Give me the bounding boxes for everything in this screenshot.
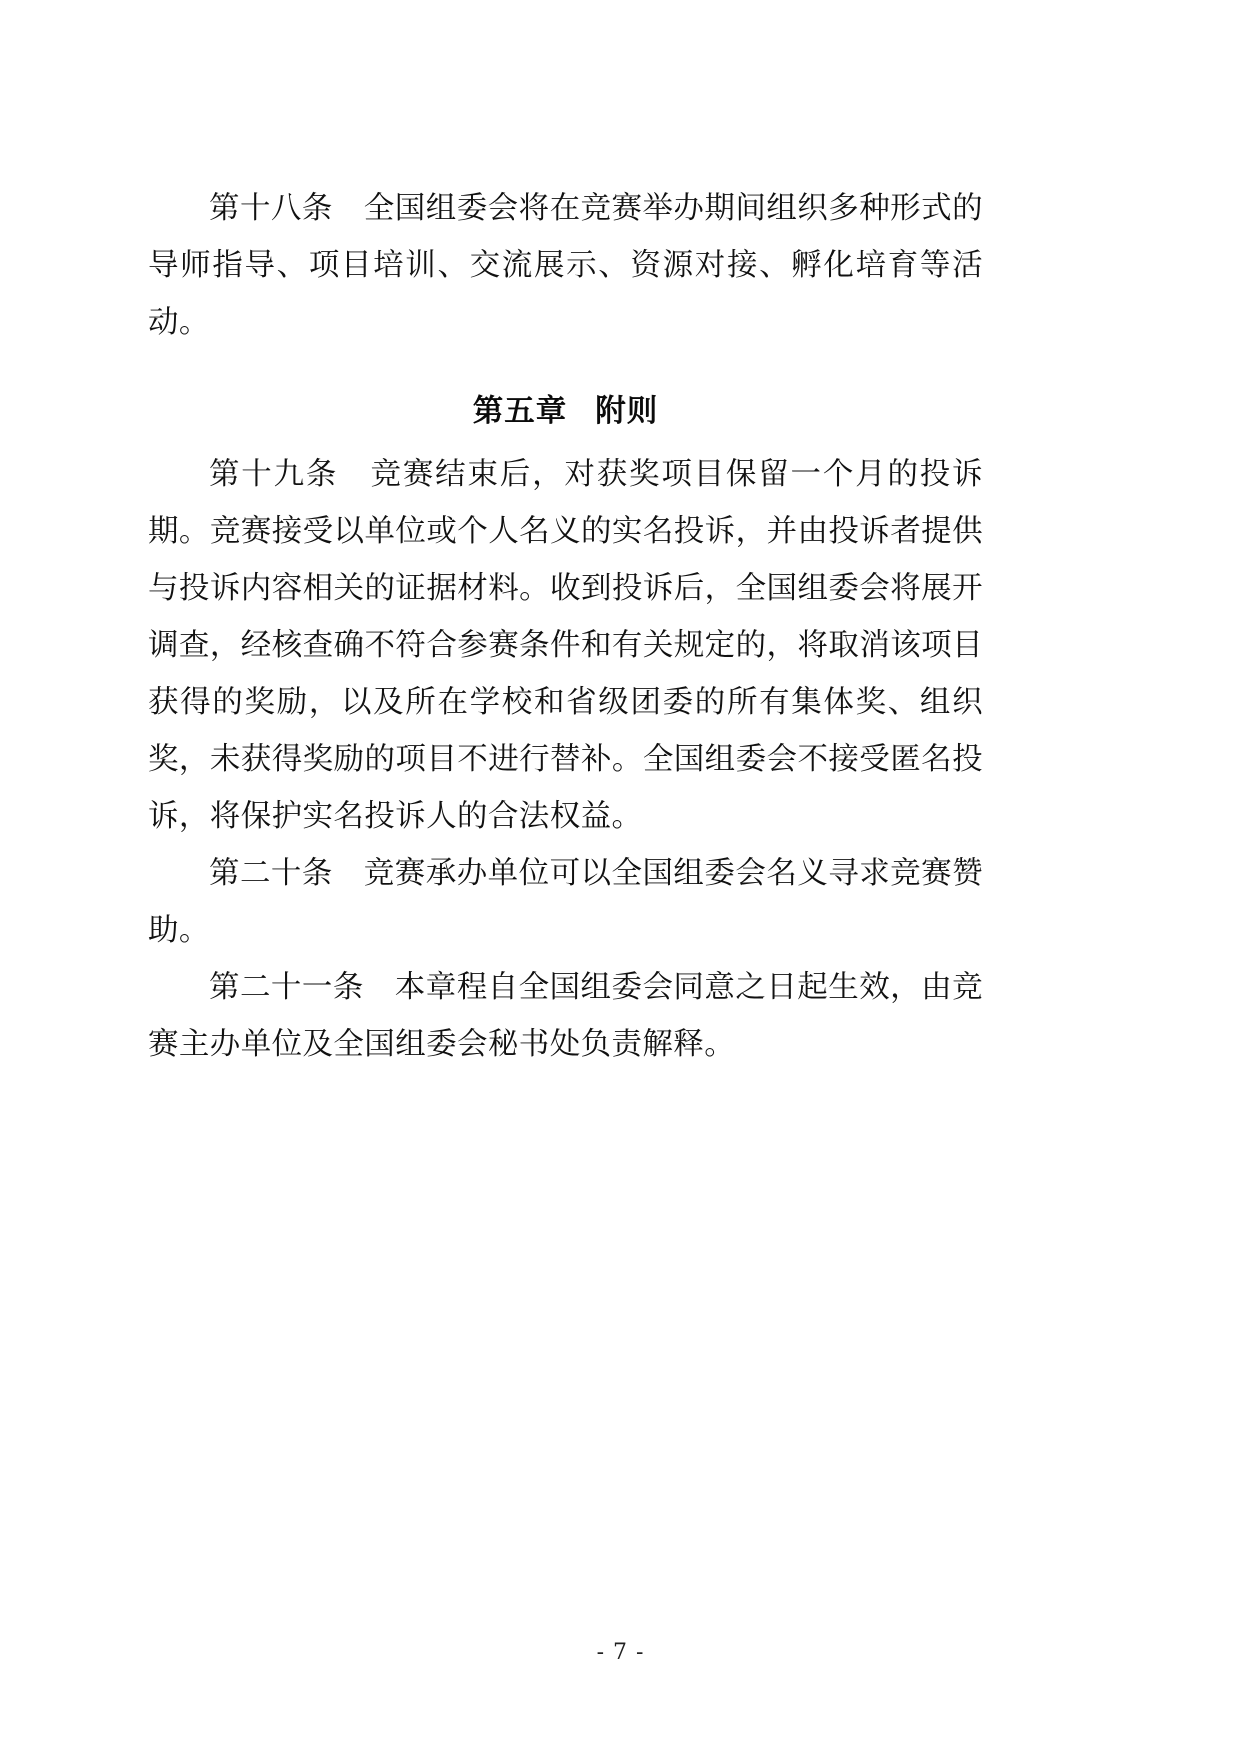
- chapter-number: 第五章: [472, 394, 568, 429]
- paragraph-article-20: 第二十条 竞赛承办单位可以全国组委会名义寻求竞赛赞助。: [148, 856, 983, 948]
- paragraph-article-19: 第十九条 竞赛结束后，对获奖项目保留一个月的投诉期。竞赛接受以单位或个人名义的实名投诉，并由投诉者提供与投诉内容相关的证据材料。收到投诉后，全国组委会将展开调查，经核查确不符合参赛条件和有关规定的，将取消该项目获得的奖励，以及所在学校和省级团委的所有集体奖、组织奖，未获得奖励的项目不进行替补。全国组委会不接受匿名投诉，将保护实名投诉人的合法权益。: [148, 457, 983, 834]
- paragraph-article-21: 第二十一条 本章程自全国组委会同意之日起生效，由竞赛主办单位及全国组委会秘书处负责解释。: [148, 970, 983, 1062]
- chapter-heading: [148, 383, 983, 440]
- spacer: [148, 351, 983, 383]
- page-number: - 7 -: [596, 1640, 645, 1665]
- paragraph-article-18: 第十八条 全国组委会将在竞赛举办期间组织多种形式的导师指导、项目培训、交流展示、资源对接、孵化培育等活动。: [148, 191, 983, 340]
- document-body: [148, 180, 983, 1073]
- chapter-title: 附则: [595, 394, 659, 429]
